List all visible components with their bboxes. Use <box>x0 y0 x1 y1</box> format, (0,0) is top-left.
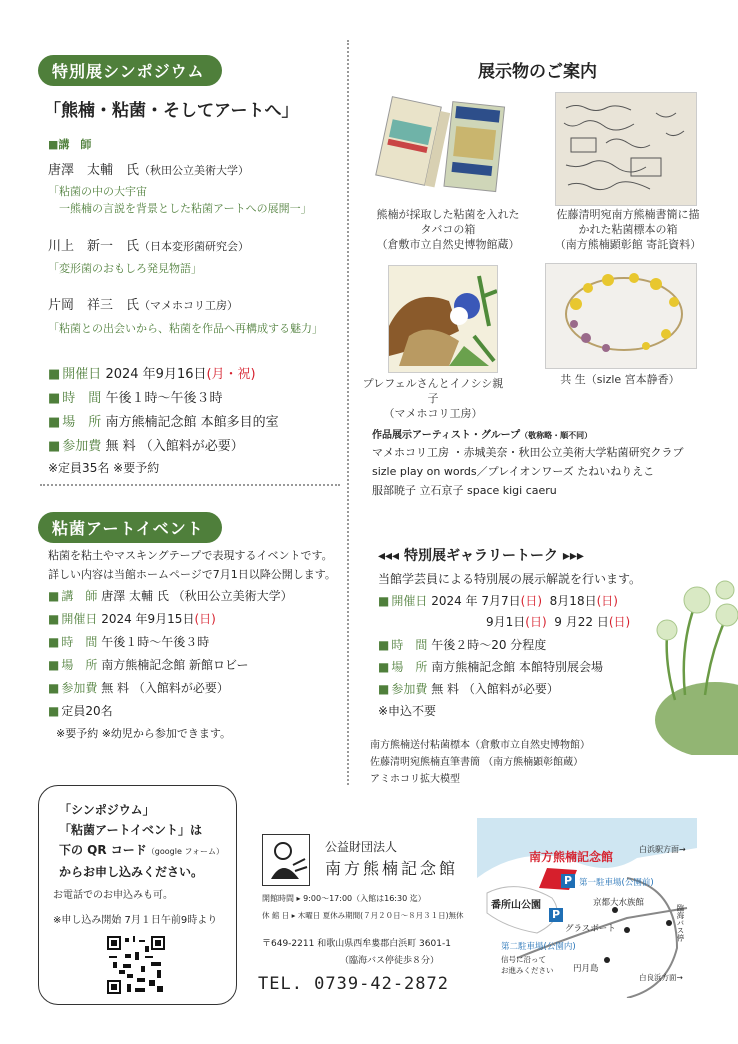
date-label: ■ 開催日 <box>378 594 427 608</box>
caption-line: （マメホコリ工房） <box>383 407 483 420</box>
map-museum-label: 南方熊楠記念館 <box>529 850 614 864</box>
time-label: ■ 時 間 <box>378 638 427 652</box>
art-event-date <box>48 610 216 627</box>
gallery-talk-extras <box>370 737 590 788</box>
museum-address: 〒649-2211 和歌山県西牟婁郡白浜町 3601-1 <box>262 939 451 949</box>
art-event-desc-2: 詳しい内容は当館ホームページで7月1日以降公開します。 <box>48 568 336 581</box>
qr-label: 下の QR コード <box>59 843 147 857</box>
map-signal: 信号に沿って <box>501 955 546 964</box>
speaker-1 <box>48 159 249 178</box>
lecturer-label: ■ 講 師 <box>48 589 97 603</box>
museum-name: 南方熊楠記念館 <box>325 859 459 878</box>
art-event-desc-1: 粘菌を粘土やマスキングテープで表現するイベントです。 <box>48 549 333 562</box>
map-aquarium: 京都大水族館 <box>593 898 645 908</box>
art-event-badge: 粘菌アートイベント <box>38 512 222 543</box>
date-year: 2024 年 <box>431 594 478 608</box>
speaker-name: 片岡 祥三 氏 <box>48 298 140 313</box>
date-weekday: (月・祝) <box>206 367 256 382</box>
fee-value: 無 料 （入館料が必要） <box>101 681 229 695</box>
place-value: 南方熊楠記念館 新館ロビー <box>101 658 249 672</box>
art-event-time <box>48 633 209 650</box>
place-value: 南方熊楠記念館 本館多目的室 <box>105 415 279 430</box>
speaker-name: 川上 新一 氏 <box>48 239 140 254</box>
artists-note: （敬称略・順不同） <box>520 431 593 440</box>
gallery-talk-time <box>378 636 546 653</box>
speaker-affiliation: （マメホコリ工房） <box>139 299 239 312</box>
artists-line: マメホコリ工房 ・赤城美奈・秋田公立美術大学粘菌研究クラブ <box>372 446 684 459</box>
date-weekday: (日) <box>194 612 216 626</box>
date-weekday: (日) <box>525 615 547 629</box>
speaker-topic-sub: 一熊楠の言説を背景とした粘菌アートへの展開一」 <box>48 202 312 215</box>
fee-label: ■ 参加費 <box>378 682 427 696</box>
exhibit-caption-2 <box>548 207 708 252</box>
application-line <box>59 840 224 862</box>
gallery-talk-title: ◂◂◂ 特別展ギャラリートーク ▸▸▸ <box>378 548 584 564</box>
time-label: ■ 時 間 <box>48 635 97 649</box>
application-line: 「粘菌アートイベント」は <box>59 823 203 837</box>
parking-icon: P <box>549 908 563 922</box>
map-glass-boat: グラスボート <box>565 924 616 934</box>
fee-value: 無 料 （入館料が必要） <box>431 682 559 696</box>
art-event-note: ※要予約 ※幼児から参加できます。 <box>56 727 232 740</box>
speaker-affiliation: （日本変形菌研究会） <box>139 240 250 253</box>
speaker-affiliation: （秋田公立美術大学） <box>139 164 250 177</box>
museum-closed: 休 館 日 ▸ 木曜日 夏休み期間(７月２０日〜８月３１日)無休 <box>262 911 464 920</box>
time-value: 午後２時〜20 分程度 <box>431 638 547 652</box>
artists-list <box>372 443 684 500</box>
time-value: 午後１時〜午後３時 <box>105 391 223 406</box>
place-label: ■ 場 所 <box>48 415 101 430</box>
map-to-beach: 白良浜方面→ <box>639 973 683 982</box>
date-weekday: (日) <box>608 615 631 629</box>
caption-line: かれた粘菌標本の箱 <box>578 223 678 236</box>
caption-line: 共 生（sizle 宮本静香） <box>560 373 680 386</box>
art-event-fee <box>48 679 229 696</box>
artists-line: sizle play on words／プレイオンワーズ たねいねりえこ <box>372 465 655 478</box>
map-park: 番所山公園 <box>491 900 541 911</box>
map-parking-1: 第一駐車場(公園前) <box>579 878 654 888</box>
application-box <box>38 785 237 1005</box>
caption-line: タバコの箱 <box>420 223 476 236</box>
boar-illustration <box>388 265 498 373</box>
gallery-talk-dates-2 <box>486 613 630 630</box>
date-label: ■ 開催日 <box>48 612 97 626</box>
necklace-photo <box>545 263 697 369</box>
date-3: 9月1日 <box>486 615 526 629</box>
map-engetsu: 円月島 <box>573 964 599 974</box>
museum-tel[interactable]: TEL. 0739-42-2872 <box>258 974 449 994</box>
gallery-talk-desc: 当館学芸員による特別展の展示解説を行います。 <box>378 572 642 586</box>
speaker-name: 唐澤 太輔 氏 <box>48 163 140 178</box>
date-value: 2024 年9月16日 <box>105 367 207 382</box>
date-weekday: (日) <box>520 594 543 608</box>
place-label: ■ 場 所 <box>378 660 427 674</box>
museum-hours: 開館時間 ▸ 9:00〜17:00（入館は16:30 迄） <box>262 894 426 903</box>
fee-value: 無 料 （入館料が必要） <box>105 439 244 454</box>
exhibit-caption-3 <box>358 376 508 421</box>
date-4: 9 月22 日 <box>554 615 609 629</box>
map-to-station: 白浜駅方面→ <box>639 845 686 854</box>
parking-icon: P <box>561 874 575 888</box>
artists-line: 服部暁子 立石京子 space kigi caeru <box>372 484 557 497</box>
speaker-topic: 「粘菌との出会いから、粘菌を作品へ再構成する魅力」 <box>48 322 323 335</box>
symposium-badge: 特別展シンポジウム <box>38 55 222 86</box>
museum-logo <box>262 834 310 886</box>
section-divider <box>40 484 340 486</box>
speaker-topic: 「粘菌の中の大宇宙 <box>48 185 147 198</box>
application-text <box>59 800 224 882</box>
caption-line: （倉敷市立自然史博物館蔵） <box>376 238 520 251</box>
date-weekday: (日) <box>596 594 618 608</box>
speaker-2 <box>48 235 249 254</box>
artists-title-text: 作品展示アーティスト・グループ <box>372 430 521 441</box>
place-label: ■ 場 所 <box>48 658 97 672</box>
phone-note: お電話でのお申込みも可。 <box>53 890 173 901</box>
extra-line: アミホコリ拡大模型 <box>370 774 460 785</box>
time-value: 午後１時〜午後３時 <box>101 635 210 649</box>
exhibit-caption-4 <box>545 372 695 387</box>
time-label: ■ 時 間 <box>48 391 101 406</box>
date-2: 8月18日 <box>549 594 597 608</box>
art-event-lecturer <box>48 587 293 604</box>
map-bus-stop: 臨海バス停 <box>676 904 685 942</box>
symposium-fee <box>48 435 244 454</box>
lecturer-label: ■講 師 <box>48 138 92 151</box>
speaker-3 <box>48 294 238 313</box>
symposium-note: ※定員35名 ※要予約 <box>48 461 160 475</box>
extra-line: 南方熊楠送付粘菌標本（倉敷市立自然史博物館） <box>370 740 590 751</box>
column-divider <box>347 40 349 785</box>
caption-line: （南方熊楠顕彰館 寄託資料） <box>554 238 702 251</box>
access-map[interactable] <box>477 818 697 998</box>
letter-photo <box>555 92 697 206</box>
symposium-time <box>48 387 222 406</box>
fee-label: ■ 参加費 <box>48 681 97 695</box>
caption-line: プレフェルさんとイノシシ親子 <box>362 377 504 405</box>
speaker-topic: 「変形菌のおもしろ発見物語」 <box>48 262 202 275</box>
art-event-place <box>48 656 249 673</box>
date-label: ■ 開催日 <box>48 367 101 382</box>
artists-title <box>372 426 592 441</box>
lecturer-value: 唐澤 太輔 氏 （秋田公立美術大学） <box>101 589 293 603</box>
qr-label-note: （google フォーム） <box>146 847 225 856</box>
gallery-talk-note: ※申込不要 <box>378 704 437 718</box>
date-value: 2024 年9月15日 <box>101 612 195 626</box>
museum-bus: （臨海バス停徒歩８分） <box>340 956 440 966</box>
symposium-date <box>48 363 256 382</box>
museum-org: 公益財団法人 <box>325 840 398 854</box>
gallery-talk-dates-1 <box>378 592 618 609</box>
extra-line: 佐藤清明宛熊楠直筆書簡 （南方熊楠顕彰館蔵） <box>370 757 584 768</box>
gallery-talk-fee <box>378 680 559 697</box>
application-line: 「シンポジウム」 <box>59 803 155 817</box>
fee-label: ■ 参加費 <box>48 439 101 454</box>
map-parking-2: 第二駐車場(公園内) <box>501 942 576 952</box>
symposium-place <box>48 411 279 430</box>
art-event-capacity: ■ 定員20名 <box>48 702 113 719</box>
date-1: 7月7日 <box>481 594 521 608</box>
qr-code[interactable] <box>107 936 165 994</box>
symposium-title: 「熊楠・粘菌・そしてアートへ」 <box>44 101 299 121</box>
start-note: ※申し込み開始 7月１日午前9時より <box>53 915 218 926</box>
map-proceed: お進みください <box>501 966 554 975</box>
application-line: からお申し込みください。 <box>59 865 204 879</box>
cigarette-box-photo <box>368 94 518 204</box>
caption-line: 熊楠が採取した粘菌を入れた <box>376 208 520 221</box>
exhibit-caption-1 <box>368 207 528 252</box>
exhibits-title: 展示物のご案内 <box>478 62 597 82</box>
caption-line: 佐藤清明宛南方熊楠書簡に描 <box>556 208 700 221</box>
slime-mold-decoration <box>655 575 738 755</box>
place-value: 南方熊楠記念館 本館特別展会場 <box>431 660 604 674</box>
gallery-talk-place <box>378 658 603 675</box>
